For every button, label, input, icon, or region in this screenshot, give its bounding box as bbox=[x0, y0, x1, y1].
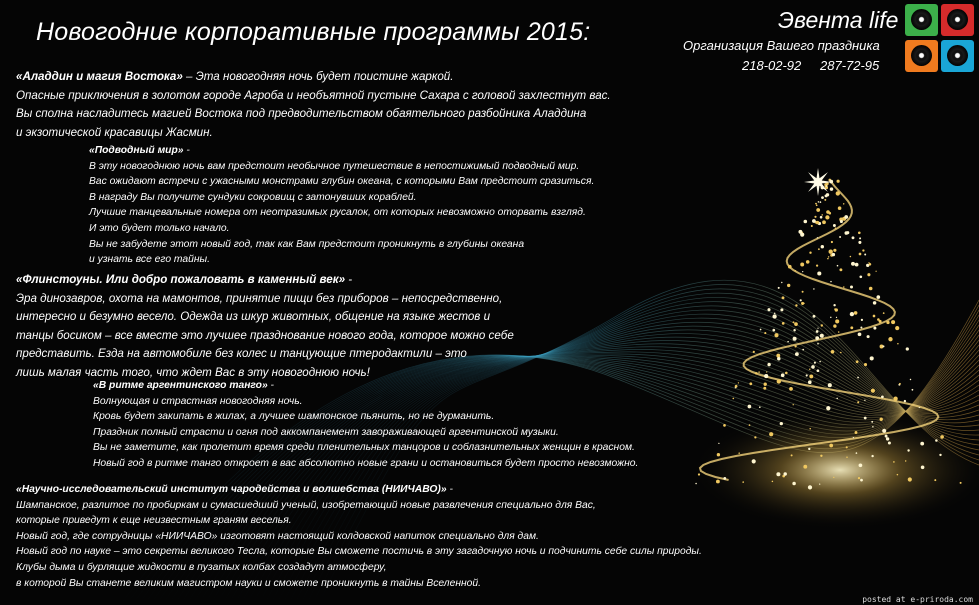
tree-sparkle bbox=[852, 236, 855, 239]
tree-sparkle bbox=[869, 287, 873, 291]
program-heading-line bbox=[93, 378, 638, 394]
tree-sparkle bbox=[831, 241, 833, 243]
tree-sparkle bbox=[763, 387, 766, 390]
tree-sparkle bbox=[802, 349, 804, 351]
tree-sparkle bbox=[817, 237, 818, 238]
logo-tile-red bbox=[941, 4, 974, 36]
tree-sparkle bbox=[804, 220, 808, 224]
tree-sparkle bbox=[698, 473, 700, 475]
tree-sparkle bbox=[760, 329, 762, 331]
tree-sparkle bbox=[816, 221, 819, 224]
program-heading-suffix: - bbox=[446, 484, 453, 495]
tree-sparkle bbox=[829, 444, 833, 448]
tree-sparkle bbox=[905, 460, 906, 461]
phone-number-2[interactable]: 287-72-95 bbox=[820, 58, 880, 73]
tree-sparkle bbox=[836, 398, 838, 400]
program-heading-line bbox=[16, 482, 702, 498]
tree-sparkle bbox=[772, 481, 774, 483]
tree-sparkle bbox=[814, 362, 816, 364]
tree-sparkle bbox=[816, 208, 820, 212]
tree-sparkle bbox=[859, 463, 863, 467]
tree-sparkle bbox=[851, 262, 855, 266]
program-heading-line bbox=[89, 143, 594, 159]
tree-sparkle bbox=[820, 334, 824, 338]
tree-sparkle bbox=[782, 296, 785, 299]
tree-sparkle bbox=[857, 377, 859, 379]
program-line: и экзотической красавицы Жасмин. bbox=[16, 125, 213, 139]
tree-sparkle bbox=[895, 326, 899, 330]
tree-sparkle bbox=[893, 397, 897, 401]
tree-sparkle bbox=[795, 270, 797, 272]
tree-sparkle bbox=[833, 304, 835, 306]
tree-sparkle bbox=[871, 455, 873, 457]
program-line: И это будет только начало. bbox=[89, 222, 230, 234]
tree-sparkle bbox=[780, 422, 783, 425]
tree-sparkle bbox=[811, 225, 813, 227]
tree-sparkle bbox=[791, 454, 793, 456]
tree-sparkle bbox=[821, 324, 823, 326]
tree-sparkle bbox=[782, 322, 785, 325]
tree-sparkle bbox=[821, 245, 824, 248]
tree-sparkle bbox=[859, 275, 862, 278]
tree-sparkle bbox=[861, 319, 863, 321]
program-line: интересно и безумно весело. Одежда из шкур животных, общение на языке жестов и bbox=[16, 310, 491, 324]
tree-sparkle bbox=[858, 332, 862, 336]
tree-sparkle bbox=[767, 363, 770, 366]
tree-sparkle bbox=[825, 215, 829, 219]
program-line: Вы сполна насладитесь магией Востока под предводительством обаятельного разбойника Аладдина bbox=[16, 107, 587, 121]
tree-sparkle bbox=[855, 431, 858, 434]
tree-sparkle bbox=[833, 249, 836, 252]
tree-sparkle bbox=[830, 281, 831, 282]
tree-sparkle bbox=[870, 356, 874, 360]
tree-sparkle bbox=[781, 282, 782, 283]
tree-sparkle bbox=[907, 449, 909, 451]
tree-sparkle bbox=[811, 365, 815, 369]
program-line: Новый год в ритме танго откроет в вас абсолютно новые грани и остановиться будет просто невозможно. bbox=[93, 457, 639, 469]
tree-sparkle bbox=[749, 424, 751, 426]
program-line: лишь малая часть того, что ждет Вас в эту новогоднюю ночь! bbox=[16, 365, 370, 379]
tree-sparkle bbox=[832, 253, 835, 256]
tree-sparkle bbox=[789, 387, 793, 391]
program-line: Вы не заметите, как пролетит время среди пленительных танцоров и соблазнительных женщин в красном. bbox=[93, 442, 635, 454]
tree-sparkle bbox=[882, 429, 886, 433]
tree-sparkle bbox=[764, 374, 768, 378]
tree-sparkle bbox=[864, 254, 866, 256]
tree-sparkle bbox=[840, 220, 843, 223]
tree-sparkle bbox=[888, 441, 891, 444]
tree-sparkle bbox=[934, 479, 936, 481]
tree-sparkle bbox=[835, 227, 837, 229]
tree-sparkle bbox=[774, 333, 778, 337]
tree-sparkle bbox=[891, 320, 895, 324]
tree-sparkle bbox=[716, 480, 720, 484]
program-heading-suffix: – Эта новогодняя ночь будет поистине жаркой. bbox=[182, 70, 454, 83]
tree-sparkle bbox=[885, 435, 888, 438]
tree-sparkle bbox=[864, 363, 867, 366]
tree-sparkle bbox=[769, 432, 773, 436]
program-line: В награду Вы получите сундуки сокровищ с затонувших кораблей. bbox=[89, 191, 417, 203]
vinyl-disc-icon bbox=[911, 45, 932, 66]
tree-sparkle bbox=[828, 256, 829, 257]
tree-sparkle bbox=[826, 210, 830, 214]
page-title: Новогодние корпоративные программы 2015: bbox=[36, 18, 591, 46]
tree-sparkle bbox=[793, 321, 795, 323]
tree-sparkle bbox=[904, 400, 906, 402]
tree-sparkle bbox=[752, 459, 756, 463]
tree-sparkle bbox=[780, 308, 783, 311]
tree-sparkle bbox=[883, 345, 885, 347]
program-line: танцы босиком – все вместе это лучшее празднование нового года, которое можно себе bbox=[16, 328, 514, 342]
tree-sparkle bbox=[766, 371, 767, 372]
tree-sparkle bbox=[801, 302, 804, 305]
tree-sparkle bbox=[859, 237, 861, 239]
vinyl-disc-icon bbox=[947, 45, 968, 66]
program-heading-line bbox=[16, 68, 611, 87]
tree-sparkle bbox=[754, 436, 756, 438]
tree-sparkle bbox=[781, 373, 785, 377]
tree-sparkle bbox=[808, 448, 810, 450]
program-heading-suffix: - bbox=[345, 273, 353, 286]
tree-sparkle bbox=[850, 256, 852, 258]
tree-sparkle bbox=[809, 252, 811, 254]
tree-sparkle bbox=[767, 308, 770, 311]
program-line: Волнующая и страстная новогодняя ночь. bbox=[93, 395, 303, 407]
tree-sparkle bbox=[802, 291, 804, 293]
tree-sparkle bbox=[825, 195, 827, 197]
tree-sparkle bbox=[809, 368, 810, 369]
tree-sparkle bbox=[856, 360, 859, 363]
tree-sparkle bbox=[871, 421, 873, 423]
tree-sparkle bbox=[897, 474, 899, 476]
tree-sparkle bbox=[808, 380, 812, 384]
tree-sparkle bbox=[809, 374, 813, 378]
tree-sparkle bbox=[844, 231, 848, 235]
tree-sparkle bbox=[803, 465, 807, 469]
tree-sparkle bbox=[738, 452, 740, 454]
tree-sparkle bbox=[855, 263, 859, 267]
tree-sparkle bbox=[830, 317, 831, 318]
program-heading: «В ритме аргентинского танго» bbox=[93, 380, 268, 391]
tree-sparkle bbox=[862, 249, 864, 251]
tree-sparkle bbox=[854, 311, 858, 315]
tree-sparkle bbox=[809, 428, 810, 429]
program-underwater bbox=[89, 143, 594, 268]
tree-sparkle bbox=[921, 466, 925, 470]
tree-sparkle bbox=[864, 400, 865, 401]
program-tango bbox=[93, 378, 638, 472]
program-line: Новый год по науке – это секреты великого Тесла, которые Вы сможете постичь в эту загадочную ночь и подчинить себе силы природы. bbox=[16, 546, 702, 558]
tree-sparkle bbox=[888, 337, 892, 341]
tree-sparkle bbox=[788, 265, 792, 269]
tree-sparkle bbox=[834, 308, 836, 310]
tree-sparkle bbox=[795, 352, 799, 356]
program-line: Кровь будет закипать в жилах, а лучшее шампонское пьянить, но не дурманить. bbox=[93, 411, 495, 423]
tree-sparkle bbox=[873, 301, 877, 305]
tree-sparkle bbox=[787, 341, 789, 343]
program-line: представить. Езда на автомобиле без колес и танцующие птеродактили – это bbox=[16, 347, 467, 361]
tree-sparkle bbox=[758, 371, 759, 372]
tree-sparkle bbox=[830, 187, 833, 190]
tree-sparkle bbox=[818, 201, 820, 203]
tree-sparkle bbox=[886, 321, 889, 324]
tree-sparkle bbox=[850, 326, 853, 329]
tree-sparkle bbox=[798, 230, 802, 234]
tree-sparkle bbox=[814, 216, 816, 218]
tree-sparkle bbox=[817, 328, 818, 329]
logo-tile-green bbox=[905, 4, 938, 36]
tree-sparkle bbox=[772, 314, 776, 318]
tree-sparkle bbox=[822, 220, 826, 224]
tree-sparkle bbox=[836, 191, 840, 195]
tree-sparkle bbox=[846, 446, 848, 448]
tree-sparkle bbox=[793, 404, 794, 405]
tree-sparkle bbox=[749, 382, 752, 385]
tree-sparkle bbox=[817, 343, 819, 345]
tree-sparkle bbox=[820, 455, 822, 457]
tree-sparkle bbox=[828, 383, 832, 387]
tree-sparkle bbox=[717, 453, 720, 456]
vinyl-logo bbox=[905, 4, 977, 74]
tree-sparkle bbox=[920, 442, 924, 446]
tree-sparkle bbox=[732, 398, 734, 400]
program-line: Праздник полный страсти и огня под аккомпанемент завораживающей аргентинской музыки. bbox=[93, 426, 559, 438]
tree-sparkle bbox=[893, 461, 895, 463]
phone-number-1[interactable]: 218-02-92 bbox=[742, 58, 802, 73]
tree-sparkle bbox=[793, 329, 795, 331]
tree-sparkle bbox=[755, 372, 758, 375]
tree-sparkle bbox=[837, 265, 839, 267]
brand-tagline: Организация Вашего праздника bbox=[683, 38, 880, 53]
tree-sparkle bbox=[793, 337, 797, 341]
tree-sparkle bbox=[912, 389, 914, 391]
tree-sparkle bbox=[906, 347, 909, 350]
program-aladdin bbox=[16, 68, 611, 142]
tree-sparkle bbox=[816, 264, 818, 266]
tree-sparkle bbox=[820, 201, 822, 203]
tree-sparkle bbox=[873, 315, 876, 318]
program-line: Эра динозавров, охота на мамонтов, принятие пищи без приборов – непосредственно, bbox=[16, 291, 503, 305]
tree-sparkle bbox=[833, 477, 834, 478]
tree-sparkle bbox=[960, 482, 962, 484]
tree-sparkle bbox=[872, 426, 874, 428]
tree-sparkle bbox=[860, 326, 862, 328]
tree-sparkle bbox=[816, 330, 819, 333]
tree-sparkle bbox=[881, 396, 884, 399]
tree-sparkle bbox=[753, 351, 755, 353]
tree-sparkle bbox=[772, 329, 775, 332]
watermark: posted at e-priroda.com bbox=[862, 595, 973, 604]
program-niichavo bbox=[16, 482, 702, 591]
tree-sparkle bbox=[815, 203, 817, 205]
tree-sparkle bbox=[850, 312, 854, 316]
tree-sparkle bbox=[813, 288, 814, 289]
tree-sparkle bbox=[883, 312, 885, 314]
tree-base-glow bbox=[690, 410, 979, 530]
tree-sparkle bbox=[879, 418, 882, 421]
tree-sparkle bbox=[776, 472, 780, 476]
tree-sparkle bbox=[785, 372, 788, 375]
tree-sparkle bbox=[867, 273, 870, 276]
tree-sparkle bbox=[821, 214, 823, 216]
tree-sparkle bbox=[816, 204, 818, 206]
tree-sparkle bbox=[759, 406, 761, 408]
tree-sparkle bbox=[859, 253, 862, 256]
tree-sparkle bbox=[919, 407, 920, 408]
tree-sparkle bbox=[910, 379, 911, 380]
tree-sparkle bbox=[844, 215, 848, 219]
tree-sparkle bbox=[869, 263, 872, 266]
tree-sparkle bbox=[777, 379, 781, 383]
program-line: в которой Вы станете великим магистром науки и сможете проникнуть в тайны Вселенной. bbox=[16, 577, 481, 589]
tree-sparkle bbox=[857, 401, 859, 403]
tree-sparkle bbox=[819, 483, 820, 484]
tree-sparkle bbox=[800, 299, 802, 301]
tree-sparkle bbox=[812, 219, 816, 223]
program-heading: «Научно-исследовательский институт чародейства и волшебства (НИИЧАВО)» bbox=[16, 484, 447, 495]
program-heading-suffix: - bbox=[267, 380, 274, 391]
logo-tile-blue bbox=[941, 40, 974, 72]
tree-sparkle bbox=[826, 185, 828, 187]
program-line: Клубы дыма и бурлящие жидкости в пузатых колбах создадут атмосферу, bbox=[16, 561, 387, 573]
tree-sparkle bbox=[718, 443, 719, 444]
program-heading-line bbox=[16, 271, 514, 290]
tree-sparkle bbox=[813, 315, 816, 318]
tree-sparkle bbox=[826, 406, 830, 410]
tree-sparkle bbox=[820, 216, 823, 219]
tree-sparkle bbox=[856, 452, 858, 454]
vinyl-disc-icon bbox=[911, 9, 932, 30]
brand-name: Эвента life bbox=[778, 7, 899, 33]
tree-sparkle bbox=[735, 385, 738, 388]
tree-sparkle bbox=[836, 317, 837, 318]
tree-sparkle bbox=[742, 481, 744, 483]
tree-sparkle bbox=[808, 485, 812, 489]
tree-sparkle bbox=[875, 271, 876, 272]
tree-sparkle bbox=[835, 319, 839, 323]
program-line: Опасные приключения в золотом городе Агроба и необъятной пустыне Сахара с головой захлестнут вас. bbox=[16, 88, 611, 102]
tree-sparkle bbox=[840, 352, 842, 354]
tree-sparkle bbox=[843, 203, 844, 204]
tree-sparkle bbox=[723, 477, 726, 480]
tree-sparkle bbox=[795, 304, 797, 306]
tree-sparkle bbox=[833, 224, 836, 227]
tree-sparkle bbox=[843, 286, 845, 288]
tree-sparkle bbox=[819, 361, 820, 362]
tree-sparkle bbox=[827, 258, 829, 260]
program-heading-suffix: - bbox=[183, 145, 190, 156]
tree-sparkle bbox=[871, 389, 875, 393]
program-heading: «Аладдин и магия Востока» bbox=[16, 70, 183, 83]
program-line: Новый год, где сотрудницы «НИИЧАВО» изготовят настоящий колдовской напиток специально для дам. bbox=[16, 530, 539, 542]
tree-sparkle bbox=[818, 248, 820, 250]
tree-sparkle bbox=[821, 196, 824, 199]
tree-sparkle bbox=[776, 354, 780, 358]
tree-sparkle bbox=[886, 437, 889, 440]
tree-sparkle bbox=[876, 295, 880, 299]
tree-sparkle bbox=[838, 331, 840, 333]
tree-sparkle bbox=[858, 231, 861, 234]
tree-sparkle bbox=[908, 477, 912, 481]
tree-sparkle bbox=[764, 383, 767, 386]
tree-sparkle bbox=[748, 405, 752, 409]
christmas-tree-illustration bbox=[690, 168, 979, 530]
tree-sparkle bbox=[839, 268, 842, 271]
tree-sparkle bbox=[806, 374, 808, 376]
program-line: В эту новогоднюю ночь вам предстоит необычное путешествие в непостижимый подводный мир. bbox=[89, 160, 580, 172]
vinyl-disc-icon bbox=[947, 9, 968, 30]
tree-sparkle bbox=[792, 482, 796, 486]
tree-sparkle bbox=[778, 287, 780, 289]
tree-sparkle bbox=[829, 180, 833, 184]
tree-sparkle bbox=[817, 369, 820, 372]
tree-sparkle bbox=[833, 324, 836, 327]
tree-sparkle bbox=[858, 477, 860, 479]
tree-star-icon bbox=[804, 168, 832, 196]
tree-sparkle bbox=[846, 456, 847, 457]
program-line: Вы не забудете этот новый год, так как Вам предстоит проникнуть в глубины океана bbox=[89, 238, 525, 250]
tree-sparkle bbox=[837, 180, 840, 183]
program-flintstones bbox=[16, 271, 514, 383]
tree-sparkle bbox=[860, 479, 863, 482]
tree-sparkle bbox=[899, 383, 901, 385]
tree-sparkle bbox=[839, 236, 841, 238]
tree-sparkle bbox=[824, 199, 826, 201]
tree-sparkle bbox=[764, 332, 766, 334]
logo-tile-orange bbox=[905, 40, 938, 72]
tree-sparkle bbox=[867, 335, 870, 338]
tree-sparkle bbox=[850, 286, 853, 289]
tree-sparkle bbox=[858, 241, 861, 244]
program-heading: «Подводный мир» bbox=[89, 145, 184, 156]
tree-sparkle bbox=[853, 437, 854, 438]
program-line: Лучшие танцевальные номера от неотразимых русалок, от которых невозможно оторвать взгляд. bbox=[89, 207, 586, 219]
tree-sparkle bbox=[802, 271, 803, 272]
program-line: и узнать все его тайны. bbox=[89, 254, 210, 266]
tree-sparkle bbox=[939, 454, 941, 456]
tree-sparkle bbox=[935, 439, 938, 442]
program-heading: «Флинстоуны. Или добро пожаловать в каменный век» bbox=[16, 273, 346, 286]
program-line: которые приведут к еще неизвестным граням веселья. bbox=[16, 515, 292, 527]
tree-sparkle bbox=[783, 472, 786, 475]
tree-sparkle bbox=[829, 250, 833, 254]
tree-sparkle bbox=[838, 206, 842, 210]
tree-sparkle bbox=[794, 345, 796, 347]
tree-sparkle bbox=[774, 313, 776, 315]
tree-sparkle bbox=[817, 271, 821, 275]
program-line: Вас ожидают встречи с ужасными монстрами глубин океана, с которыми Вам предстоит сразиться. bbox=[89, 176, 595, 188]
tree-sparkle bbox=[806, 260, 810, 264]
tree-sparkle bbox=[800, 263, 804, 267]
tree-sparkle bbox=[794, 322, 798, 326]
tree-sparkle bbox=[723, 424, 726, 427]
tree-sparkle bbox=[864, 417, 867, 420]
tree-sparkle bbox=[940, 435, 944, 439]
tree-sparkle bbox=[873, 327, 876, 330]
tree-sparkle bbox=[815, 336, 819, 340]
program-line: Шампанское, разлитое по пробиркам и сумасшедший ученый, изобретающий новые развлечения специально для Вас, bbox=[16, 499, 596, 511]
tree-sparkle bbox=[777, 357, 780, 360]
tree-sparkle bbox=[877, 318, 880, 321]
tree-sparkle bbox=[738, 382, 739, 383]
tree-sparkle bbox=[787, 284, 790, 287]
tree-sparkle bbox=[897, 343, 898, 344]
tree-sparkle bbox=[831, 350, 835, 354]
